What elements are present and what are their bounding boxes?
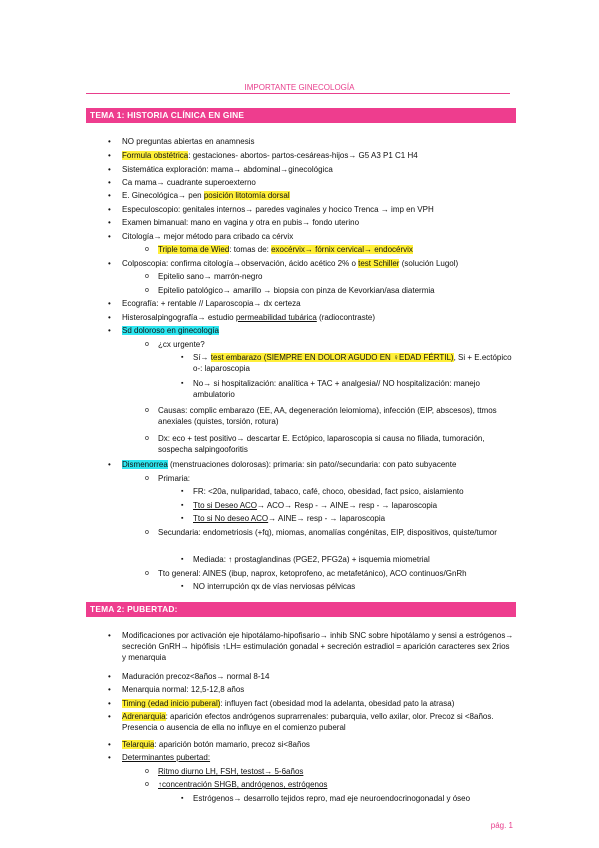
list-item: o Secundaria: endometriosis (+fq), miomas, anomalías congénitas, EIP, dispositivos, quiste/tumor bbox=[158, 527, 513, 538]
list-item: o Causas: complic embarazo (EE, AA, degeneración leiomioma), infección (EIP, abscesos), ttmos anexiales (quistes, torsión, rotura) bbox=[158, 405, 513, 427]
list-item: • Ecografía: + rentable // Laparoscopia→ dx certeza bbox=[122, 298, 301, 309]
list-item: o ¿cx urgente? bbox=[158, 339, 205, 350]
list-item: ▪ Tto si No deseo ACO→ AINE→ resp - → laparoscopia bbox=[193, 513, 385, 524]
list-item: o Triple toma de Wied: tomas de: exocérvix→ fórnix cervical→ endocérvix bbox=[158, 244, 413, 255]
list-item: o Epitelio patológico→ amarillo → biopsia con pinza de Kevorkian/asa diatermia bbox=[158, 285, 435, 296]
list-item: • Colposcopia: confirma citología→observación, ácido acético 2% o test Schiller (solución Lugol) bbox=[122, 258, 458, 269]
list-item: o Epitelio sano→ marrón-negro bbox=[158, 271, 263, 282]
list-item: o Ritmo diurno LH, FSH, testost→ 5-6años bbox=[158, 766, 303, 777]
list-item: • Timing (edad inicio puberal): influyen fact (obesidad mod la adelanta, obesidad pato la atrasa) bbox=[122, 698, 454, 709]
section-heading-tema-2: TEMA 2: PUBERTAD: bbox=[86, 602, 516, 617]
list-item: ▪ FR: <20a, nuliparidad, tabaco, café, choco, obesidad, fact psico, aislamiento bbox=[193, 486, 464, 497]
list-item: • Modificaciones por activación eje hipotálamo-hipofisario→ inhib SNC sobre hipotálamo y sensi a estrógenos→ secreción GnRH→ hipófisis ↑LH= estimulación gonadal + secreción estradiol = aparición caracteres sex 2rios y menarquia bbox=[122, 630, 514, 663]
list-item: ▪ NO interrupción qx de vías nerviosas pélvicas bbox=[193, 581, 355, 592]
document-title: IMPORTANTE GINECOLOGÍA bbox=[244, 83, 355, 92]
list-item: • Histerosalpingografía→ estudio permeabilidad tubárica (radiocontraste) bbox=[122, 312, 375, 323]
list-item: ▪ Estrógenos→ desarrollo tejidos repro, mad eje neuroendocrinogonadal y óseo bbox=[193, 793, 470, 804]
list-item: • NO preguntas abiertas en anamnesis bbox=[122, 136, 255, 147]
page-number: pág. 1 bbox=[490, 821, 513, 830]
list-item: o Primaria: bbox=[158, 473, 190, 484]
list-item: • Maduración precoz<8años→ normal 8-14 bbox=[122, 671, 269, 682]
title-underline bbox=[86, 93, 510, 94]
list-item: ▪ Sí→ test embarazo (SIEMPRE EN DOLOR AGUDO EN ♀EDAD FÉRTIL), Si + E.ectópico o-: laparoscopia bbox=[193, 352, 513, 374]
list-item: • E. Ginecológica→ pen posición litotomía dorsal bbox=[122, 190, 290, 201]
list-item: • Sistemática exploración: mama→ abdominal→ginecológica bbox=[122, 164, 333, 175]
list-item: ▪ Tto si Deseo ACO→ ACO→ Resp - → AINE→ resp - → laparoscopia bbox=[193, 500, 437, 511]
list-item: • Dismenorrea (menstruaciones dolorosas): primaria: sin pato//secundaria: con pato subyacente bbox=[122, 459, 456, 470]
list-item: • Formula obstétrica: gestaciones- abortos- partos-cesáreas-hijos→ G5 A3 P1 C1 H4 bbox=[122, 150, 418, 161]
list-item: o ↑concentración SHGB, andrógenos, estrógenos bbox=[158, 779, 327, 790]
list-item: • Determinantes pubertad: bbox=[122, 752, 210, 763]
list-item: • Ca mama→ cuadrante superoexterno bbox=[122, 177, 256, 188]
list-item: • Examen bimanual: mano en vagina y otra en pubis→ fondo uterino bbox=[122, 217, 359, 228]
list-item: • Especuloscopio: genitales internos→ paredes vaginales y hocico Trenca → imp en VPH bbox=[122, 204, 434, 215]
list-item: o Dx: eco + test positivo→ descartar E. Ectópico, laparoscopia si causa no filiada, tumoración, sospecha salpingooforitis bbox=[158, 433, 513, 455]
list-item: • Telarquia: aparición botón mamario, precoz si<8años bbox=[122, 739, 310, 750]
list-item: • Sd doloroso en ginecología bbox=[122, 325, 219, 336]
list-item: • Menarquia normal: 12,5-12,8 años bbox=[122, 684, 244, 695]
list-item: ▪ Mediada: ↑ prostaglandinas (PGE2, PFG2a) + isquemia miometrial bbox=[193, 554, 430, 565]
list-item: • Citología→ mejor método para cribado ca cérvix bbox=[122, 231, 293, 242]
section-heading-tema-1: TEMA 1: HISTORIA CLÍNICA EN GINE bbox=[86, 108, 516, 123]
list-item: o Tto general: AINES (ibup, naprox, ketoprofeno, ac metafetánico), ACO continuos/GnRh bbox=[158, 568, 467, 579]
list-item: • Adrenarquia: aparición efectos andrógenos suprarrenales: pubarquia, vello axilar, olor. Precoz si <8años. Presencia o ausencia de ella no influye en el comienzo puberal bbox=[122, 711, 514, 733]
list-item: ▪ No→ si hospitalización: analítica + TAC + analgesia// NO hospitalización: manejo ambulatorio bbox=[193, 378, 513, 400]
